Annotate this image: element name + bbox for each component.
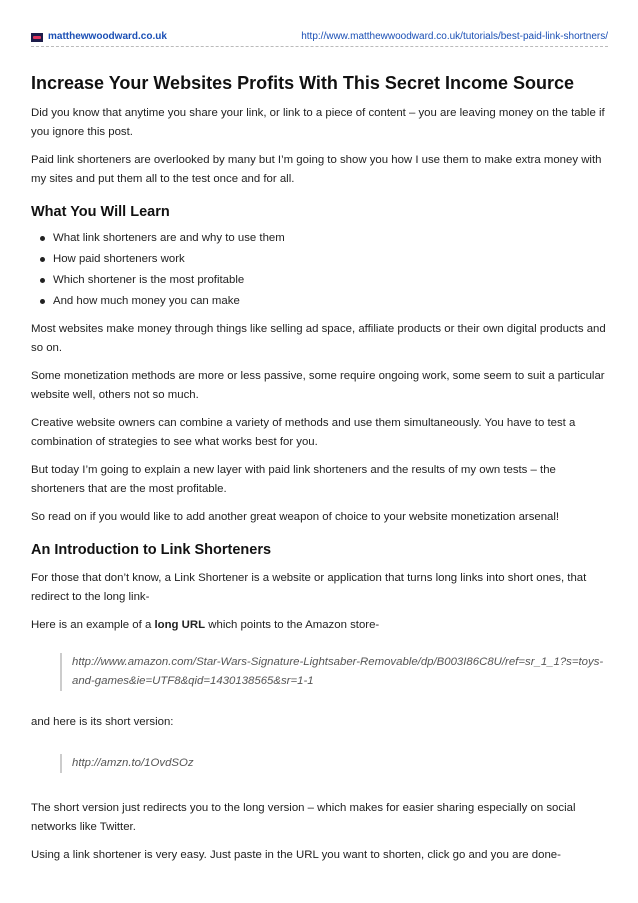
page-header bbox=[31, 0, 608, 47]
short-intro-paragraph: and here is its short version: bbox=[31, 716, 174, 728]
example-paragraph bbox=[31, 616, 608, 635]
intro-shortener-paragraph: For those that don’t know, a Link Shortener is a website or application that turns long links into short ones, that redirect to the long link- bbox=[31, 572, 587, 603]
list-item: Which shortener is the most profitable bbox=[53, 271, 608, 290]
long-url-quote bbox=[60, 653, 608, 691]
learn-list bbox=[31, 229, 608, 311]
body-paragraph-1: Most websites make money through things like selling ad space, affiliate products or their own digital products and so on. bbox=[31, 323, 606, 354]
learn-heading: What You Will Learn bbox=[31, 204, 170, 220]
long-url-text[interactable]: http://www.amazon.com/Star-Wars-Signature-Lightsaber-Removable/dp/B003I86C8U/ref=sr_1_1?s=toys-and-games&ie=UTF8&qid=1430138565&sr=1-1 bbox=[72, 656, 604, 687]
example-prefix: Here is an example of a bbox=[31, 619, 155, 631]
intro-heading: An Introduction to Link Shorteners bbox=[31, 542, 272, 558]
article-title: Increase Your Websites Profits With This Secret Income Source bbox=[31, 73, 575, 93]
site-name-link[interactable]: matthewwoodward.co.uk bbox=[48, 31, 167, 42]
site-logo-icon bbox=[31, 33, 43, 42]
header-divider bbox=[31, 46, 608, 47]
list-item: How paid shorteners work bbox=[53, 250, 608, 269]
short-url-text[interactable]: http://amzn.to/1OvdSOz bbox=[72, 757, 194, 769]
short-url-quote bbox=[60, 754, 608, 773]
list-item: And how much money you can make bbox=[53, 292, 608, 311]
intro-paragraph-2: Paid link shorteners are overlooked by many but I’m going to show you how I use them to make extra money with my sites and put them all to the test once and for all. bbox=[31, 154, 602, 185]
body-paragraph-2: Some monetization methods are more or less passive, some require ongoing work, some seem to suit a particular website well, others not so much. bbox=[31, 370, 605, 401]
body-paragraph-5: So read on if you would like to add another great weapon of choice to your website monetization arsenal! bbox=[31, 511, 560, 523]
body-paragraph-4: But today I’m going to explain a new layer with paid link shorteners and the results of my own tests – the shorteners that are the most profitable. bbox=[31, 464, 556, 495]
example-suffix: which points to the Amazon store- bbox=[205, 619, 380, 631]
example-bold: long URL bbox=[154, 619, 206, 631]
list-item: What link shorteners are and why to use them bbox=[53, 229, 608, 248]
page-url-link[interactable]: http://www.matthewwoodward.co.uk/tutorials/best-paid-link-shortners/ bbox=[301, 31, 608, 42]
intro-paragraph-1: Did you know that anytime you share your link, or link to a piece of content – you are leaving money on the table if you ignore this post. bbox=[31, 107, 605, 138]
after-paragraph-1: The short version just redirects you to the long version – which makes for easier sharing especially on social networks like Twitter. bbox=[31, 802, 576, 833]
body-paragraph-3: Creative website owners can combine a variety of methods and use them simultaneously. You have to test a combination of strategies to see what works best for you. bbox=[31, 417, 576, 448]
after-paragraph-2: Using a link shortener is very easy. Just paste in the URL you want to shorten, click go and you are done- bbox=[31, 849, 561, 861]
document-page bbox=[31, 0, 608, 865]
